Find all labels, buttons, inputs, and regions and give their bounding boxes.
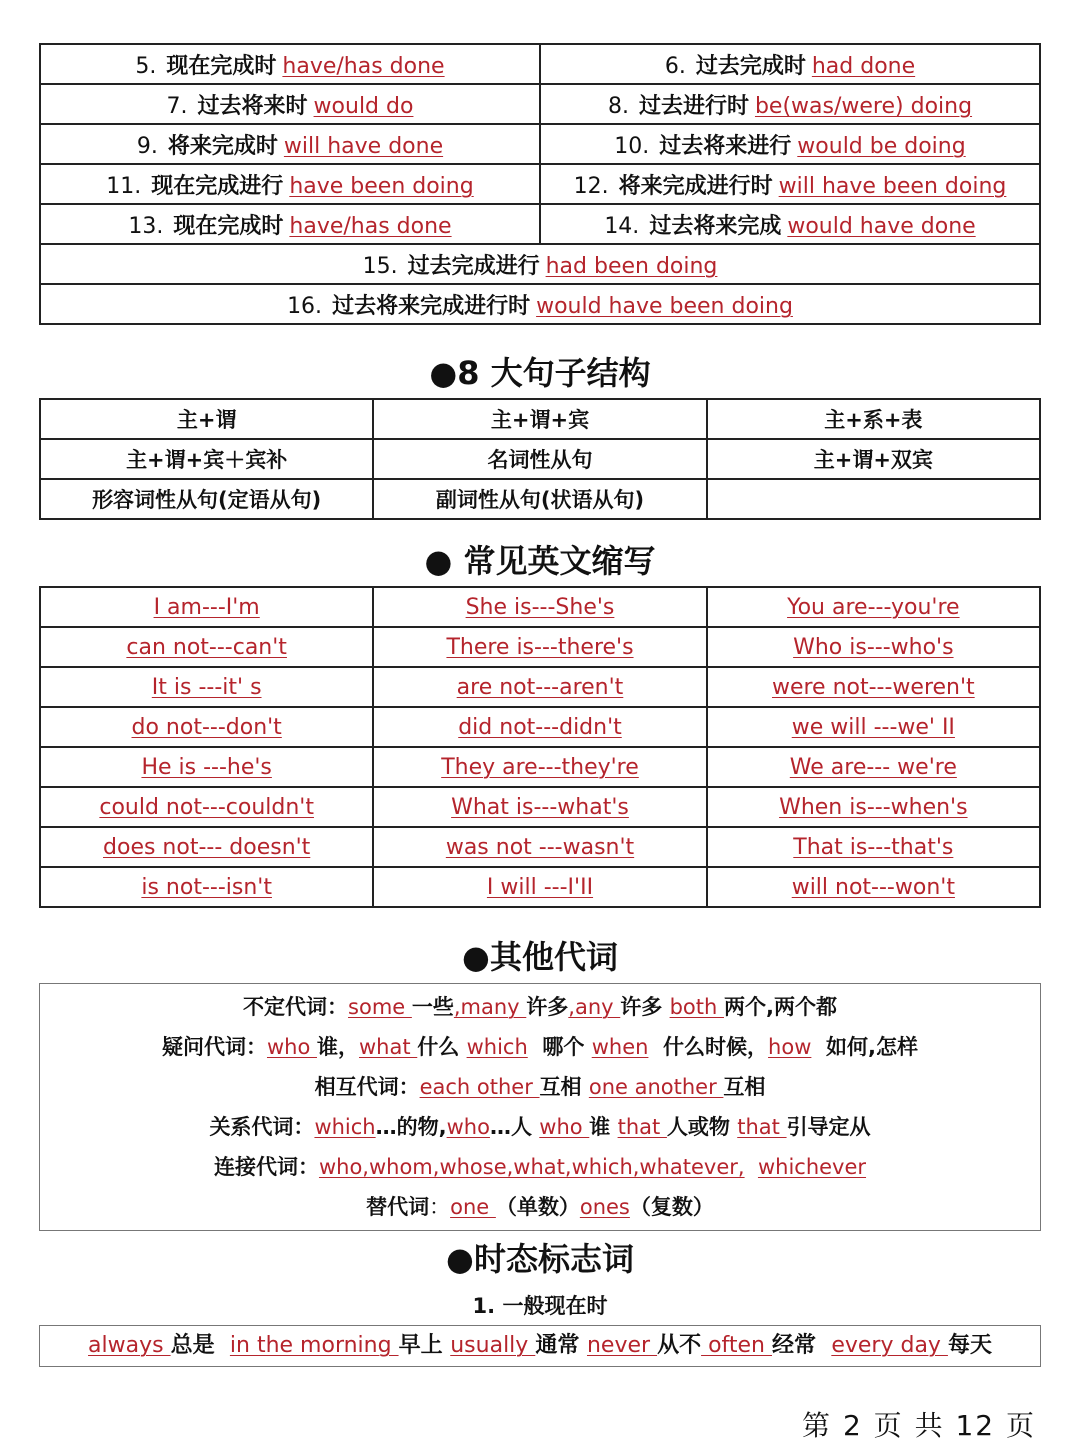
abbreviation-cell <box>373 867 706 907</box>
abbreviation-cell <box>373 787 706 827</box>
term: every day <box>831 1333 948 1358</box>
abbreviation-row <box>40 707 1040 747</box>
abbreviation-cell <box>707 667 1040 707</box>
structure-cell: 主+谓+双宾 <box>707 439 1040 479</box>
tense-form: be(was/were) doing <box>754 93 973 119</box>
abbreviation-text: are not---aren't <box>456 674 624 700</box>
abbreviation-cell <box>373 827 706 867</box>
abbreviation-text: I am---I'm <box>153 594 260 620</box>
term: how <box>768 1035 812 1059</box>
abbreviation-cell <box>707 627 1040 667</box>
abbreviation-text: I will ---I'II <box>486 874 594 900</box>
abbreviation-cell <box>707 707 1040 747</box>
tense-number: 11. <box>106 173 142 199</box>
abbreviation-cell <box>373 627 706 667</box>
term: ,any <box>568 995 621 1019</box>
sentence-structure-table <box>39 398 1041 520</box>
gloss: 什么时候， <box>648 1035 769 1059</box>
gloss: 许多 <box>526 995 569 1019</box>
tense-number: 10. <box>614 133 650 159</box>
abbreviation-row <box>40 587 1040 627</box>
abbreviation-text: was not ---wasn't <box>445 834 635 860</box>
pronoun-heading: ●其他代词 <box>462 938 618 976</box>
tense-number: 8. <box>607 93 629 119</box>
gloss: 疑问代词： <box>161 1035 267 1059</box>
signal-word-box <box>39 1325 1041 1367</box>
abbreviation-text: did not---didn't <box>458 714 622 740</box>
structure-cell: 主+系+表 <box>707 399 1040 439</box>
structure-cell: 主+谓+宾＋宾补 <box>40 439 373 479</box>
term: one another <box>588 1075 724 1099</box>
gloss: 每天 <box>947 1333 992 1358</box>
abbreviation-text: They are---they're <box>441 754 639 780</box>
abbreviation-cell <box>373 747 706 787</box>
structure-cell: 主+谓 <box>40 399 373 439</box>
abbreviation-text: There is---there's <box>446 634 634 660</box>
structure-cell: 名词性从句 <box>373 439 706 479</box>
gloss: 关系代词： <box>209 1115 315 1139</box>
abbreviation-row <box>40 867 1040 907</box>
pronoun-line <box>40 1107 1040 1147</box>
term: never <box>586 1333 658 1358</box>
tense-number: 16. <box>287 293 323 319</box>
tense-row <box>40 204 1040 244</box>
abbreviation-text: will not---won't <box>791 874 955 900</box>
abbreviation-text: is not---isn't <box>141 874 272 900</box>
abbreviation-row <box>40 667 1040 707</box>
tense-row <box>40 124 1040 164</box>
structure-cell <box>707 479 1040 519</box>
gloss: 经常 <box>772 1333 832 1358</box>
tense-form: would do <box>313 93 414 119</box>
pronoun-box <box>39 983 1041 1231</box>
pronoun-line <box>40 1147 1040 1187</box>
abbreviation-cell <box>40 587 373 627</box>
abbreviation-cell <box>40 827 373 867</box>
gloss: 一些 <box>411 995 454 1019</box>
abbreviation-row <box>40 827 1040 867</box>
abbreviation-cell <box>373 587 706 627</box>
gloss: 从不 <box>657 1333 702 1358</box>
tense-name: 过去进行时 <box>638 93 749 119</box>
tense-form: have been doing <box>289 173 474 199</box>
tense-row <box>40 44 1040 84</box>
tense-number: 13. <box>128 213 164 239</box>
abbreviation-cell <box>40 627 373 667</box>
structure-cell: 主+谓+宾 <box>373 399 706 439</box>
abbreviation-row <box>40 747 1040 787</box>
abbreviation-text: What is---what's <box>451 794 629 820</box>
abbreviation-row <box>40 787 1040 827</box>
abbreviation-text: When is---when's <box>779 794 968 820</box>
term: some <box>348 995 412 1019</box>
abbreviation-text: Who is---who's <box>793 634 954 660</box>
tense-row <box>40 244 1040 284</box>
term: ones <box>579 1195 630 1219</box>
gloss: 如何,怎样 <box>811 1035 918 1059</box>
abbreviation-text: It is ---it' s <box>151 674 262 700</box>
tense-name: 现在完成时 <box>173 213 284 239</box>
page-footer: 第 2 页 共 12 页 <box>802 1409 1036 1442</box>
tense-form: would have done <box>787 213 976 239</box>
term: often <box>701 1333 772 1358</box>
abbreviation-cell <box>707 867 1040 907</box>
tense-name: 过去完成进行 <box>407 253 540 279</box>
gloss: ： <box>429 1195 451 1219</box>
tense-number: 14. <box>604 213 640 239</box>
tense-number: 6. <box>664 53 686 79</box>
tense-name: 将来完成进行时 <box>618 173 773 199</box>
term: one <box>450 1195 496 1219</box>
tense-cell <box>40 124 540 164</box>
tense-name: 过去将来完成进行时 <box>332 293 531 319</box>
gloss: 人或物 <box>666 1115 738 1139</box>
pronoun-line <box>40 1067 1040 1107</box>
abbreviation-cell <box>707 787 1040 827</box>
gloss: （复数） <box>629 1195 714 1219</box>
term: always <box>88 1333 171 1358</box>
gloss: 互相 <box>539 1075 589 1099</box>
tense-form: have/has done <box>289 213 452 239</box>
pronoun-line <box>40 987 1040 1027</box>
tense-table <box>39 43 1041 325</box>
tense-cell <box>40 244 1040 284</box>
pronoun-line <box>40 1027 1040 1067</box>
gloss: 不定代词： <box>243 995 349 1019</box>
abbreviation-cell <box>373 667 706 707</box>
gloss: 哪个 <box>527 1035 592 1059</box>
gloss: 替代词 <box>366 1195 430 1219</box>
abbreviation-text: We are--- we're <box>789 754 957 780</box>
gloss: 什么 <box>417 1035 467 1059</box>
tense-cell <box>40 84 540 124</box>
abbreviation-cell <box>707 747 1040 787</box>
term: when <box>591 1035 649 1059</box>
abbreviation-row <box>40 627 1040 667</box>
gloss: 两个,两个都 <box>723 995 837 1019</box>
tense-number: 15. <box>362 253 398 279</box>
tense-name: 现在完成进行 <box>151 173 284 199</box>
tense-form: had done <box>811 53 916 79</box>
gloss: 连接代词： <box>213 1155 319 1179</box>
term: each other <box>419 1075 540 1099</box>
gloss: 互相 <box>723 1075 766 1099</box>
term: both <box>669 995 724 1019</box>
structure-cell: 副词性从句(状语从句) <box>373 479 706 519</box>
sentence-structure-heading: ●8 大句子结构 <box>429 354 651 392</box>
tense-cell <box>540 204 1040 244</box>
tense-cell <box>40 284 1040 324</box>
tense-cell <box>540 164 1040 204</box>
term: usually <box>450 1333 536 1358</box>
tense-cell <box>540 124 1040 164</box>
abbreviation-text: can not---can't <box>126 634 287 660</box>
term: which <box>466 1035 528 1059</box>
abbreviation-cell <box>40 867 373 907</box>
tense-name: 过去将来完成 <box>649 213 782 239</box>
gloss: 谁 <box>589 1115 618 1139</box>
signal-word-heading: ●时态标志词 <box>446 1240 634 1278</box>
abbreviation-cell <box>40 707 373 747</box>
tense-row <box>40 84 1040 124</box>
abbreviation-text: we will ---we' II <box>791 714 955 740</box>
tense-name: 将来完成时 <box>167 133 278 159</box>
gloss: …的物, <box>375 1115 447 1139</box>
tense-name: 过去将来进行 <box>659 133 792 159</box>
abbreviation-cell <box>373 707 706 747</box>
structure-row <box>40 399 1040 439</box>
gloss: 早上 <box>398 1333 451 1358</box>
abbreviation-cell <box>40 747 373 787</box>
structure-row <box>40 439 1040 479</box>
gloss: …人 <box>489 1115 540 1139</box>
tense-cell <box>540 84 1040 124</box>
tense-number: 5. <box>135 53 157 79</box>
tense-form: will have done <box>283 133 444 159</box>
term: who <box>266 1035 317 1059</box>
gloss: 许多 <box>620 995 670 1019</box>
tense-row <box>40 164 1040 204</box>
tense-row <box>40 284 1040 324</box>
tense-number: 12. <box>573 173 609 199</box>
term: whichever <box>757 1155 867 1179</box>
term: in the morning <box>229 1333 399 1358</box>
signal-word-subtitle: 1. 一般现在时 <box>472 1294 608 1318</box>
tense-form: had been doing <box>545 253 718 279</box>
tense-name: 过去完成时 <box>695 53 806 79</box>
abbreviation-text: She is---She's <box>465 594 615 620</box>
term: who,whom,whose,what,which,whatever, <box>318 1155 745 1179</box>
tense-number: 7. <box>166 93 188 119</box>
tense-cell <box>40 204 540 244</box>
term: that <box>617 1115 667 1139</box>
term: who <box>446 1115 490 1139</box>
gloss: 谁， <box>317 1035 359 1059</box>
tense-form: have/has done <box>282 53 445 79</box>
abbreviation-text: That is---that's <box>793 834 954 860</box>
term: which <box>314 1115 376 1139</box>
abbreviation-text: You are---you're <box>787 594 960 620</box>
abbreviation-cell <box>707 587 1040 627</box>
abbreviation-text: were not---weren't <box>771 674 975 700</box>
tense-form: would be doing <box>797 133 966 159</box>
abbreviation-text: does not--- doesn't <box>103 834 311 860</box>
signal-word-line <box>40 1326 1040 1366</box>
structure-cell: 形容词性从句(定语从句) <box>40 479 373 519</box>
tense-number: 9. <box>136 133 158 159</box>
abbreviation-cell <box>40 787 373 827</box>
pronoun-line <box>40 1187 1040 1227</box>
term: what <box>359 1035 418 1059</box>
tense-form: would have been doing <box>536 293 793 319</box>
abbreviation-cell <box>707 827 1040 867</box>
gloss: 总是 <box>170 1333 230 1358</box>
gloss: 通常 <box>535 1333 587 1358</box>
abbreviation-text: do not---don't <box>131 714 282 740</box>
gloss: （单数） <box>495 1195 580 1219</box>
term: that <box>737 1115 787 1139</box>
structure-row <box>40 479 1040 519</box>
tense-cell <box>540 44 1040 84</box>
tense-cell <box>40 164 540 204</box>
abbreviation-text: He is ---he's <box>141 754 272 780</box>
abbreviation-table <box>39 586 1041 908</box>
tense-name: 过去将来时 <box>197 93 308 119</box>
tense-cell <box>40 44 540 84</box>
gloss: 相互代词： <box>314 1075 420 1099</box>
term: who <box>539 1115 590 1139</box>
tense-name: 现在完成时 <box>166 53 277 79</box>
gloss: 引导定从 <box>786 1115 871 1139</box>
abbreviation-heading: ● 常见英文缩写 <box>424 542 656 580</box>
abbreviation-cell <box>40 667 373 707</box>
tense-form: will have been doing <box>778 173 1007 199</box>
abbreviation-text: could not---couldn't <box>99 794 314 820</box>
term: ,many <box>453 995 527 1019</box>
gloss <box>745 1155 758 1179</box>
